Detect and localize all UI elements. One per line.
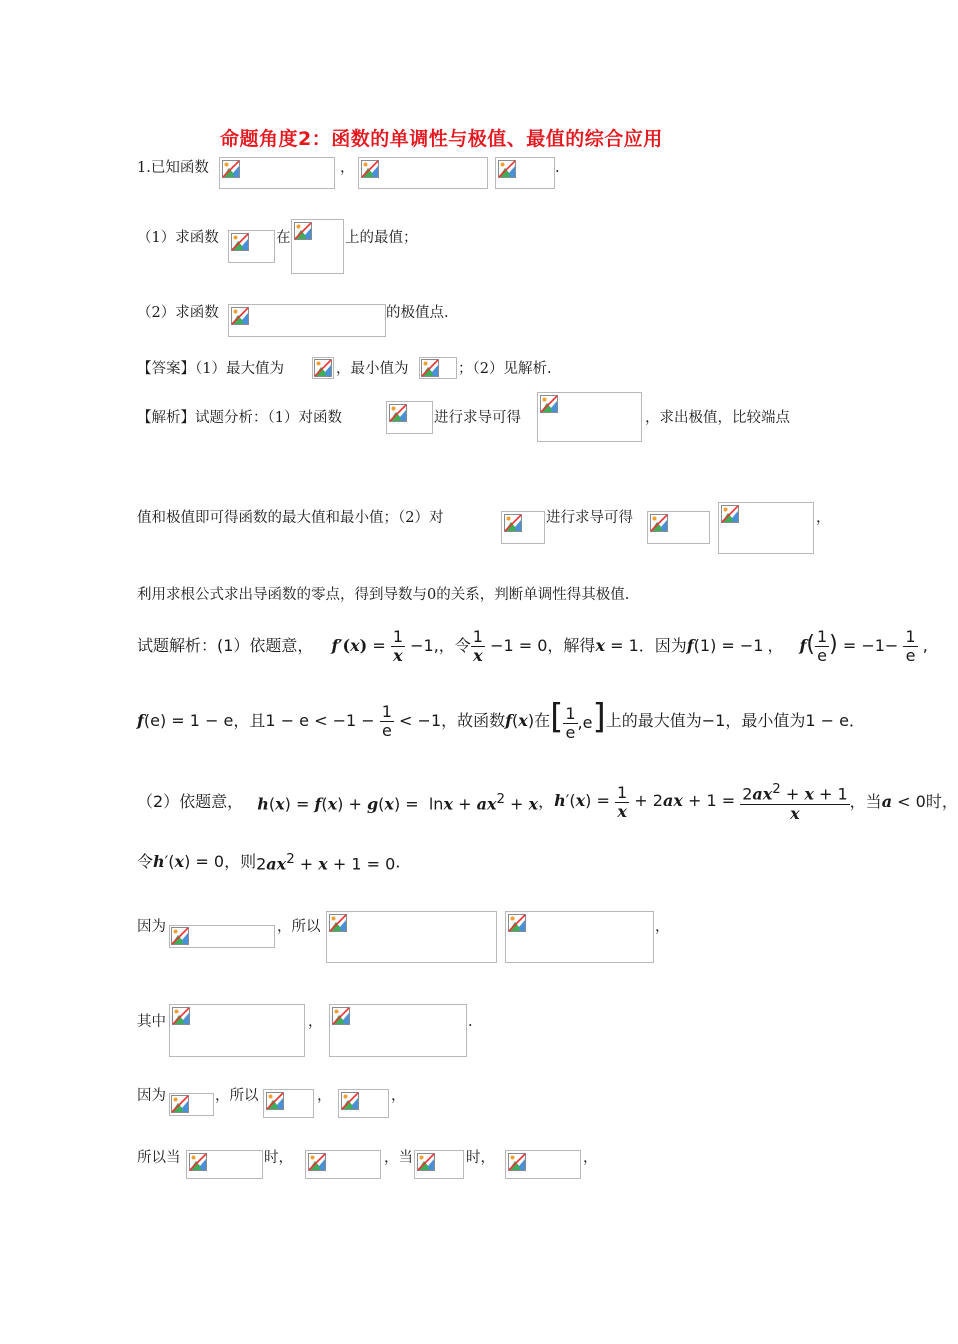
- text: ，解得: [547, 636, 596, 655]
- broken-image-icon: [231, 233, 249, 251]
- text: ，: [308, 1014, 323, 1030]
- math: −1: [701, 711, 726, 730]
- broken-image-icon: [172, 1007, 190, 1025]
- text: ，: [391, 1088, 406, 1104]
- math: f( $\frac{1}{e}$ ) = −1− $\frac{1}{e}$ ,: [799, 626, 928, 665]
- formula-image: [501, 511, 545, 544]
- formula-image: [186, 1150, 263, 1179]
- math: f′(x) = $\frac{1}{x}$ −1,: [331, 626, 439, 665]
- sub-question-2: （2）求函数: [137, 305, 219, 321]
- broken-image-icon: [650, 514, 668, 532]
- text: ，则: [224, 852, 257, 871]
- broken-image-icon: [332, 1007, 350, 1025]
- text: ，最小值为: [725, 711, 806, 730]
- math: $h(x) = f(x) + g(x) = \ln x + ax^2 + x$: [257, 791, 539, 814]
- math: f(x): [505, 711, 535, 730]
- text: ，故函数: [441, 711, 506, 730]
- broken-image-icon: [222, 160, 240, 178]
- text: ，: [317, 1088, 332, 1104]
- broken-image-icon: [417, 1153, 435, 1171]
- broken-image-icon: [504, 514, 522, 532]
- broken-image-icon: [389, 404, 407, 422]
- broken-image-icon: [294, 222, 312, 240]
- text: 上的最大值为: [605, 711, 702, 730]
- formula-image: [169, 925, 275, 948]
- formula-image: [263, 1089, 314, 1118]
- text: 上的最值；: [345, 230, 418, 246]
- broken-image-icon: [540, 395, 558, 413]
- text: ．因为: [638, 636, 687, 655]
- text: （2）依题意，: [137, 792, 244, 811]
- math: $\frac{1}{x}$ −1 = 0: [472, 626, 548, 665]
- broken-image-icon: [421, 359, 439, 377]
- text: 值和极值即可得函数的最大值和最小值；（2）对: [137, 510, 444, 526]
- formula-image: [312, 357, 334, 379]
- formula-image: [537, 392, 642, 442]
- broken-image-icon: [508, 1153, 526, 1171]
- formula-image: [291, 219, 344, 274]
- broken-image-icon: [341, 1092, 359, 1110]
- text: 试题解析：(1）依题意，: [137, 636, 314, 655]
- formula-image: [329, 1004, 467, 1057]
- solution-line-1: [137, 622, 928, 670]
- math: a < 0: [881, 792, 926, 811]
- text: ，: [816, 510, 831, 526]
- math: f(e) = 1 − e: [137, 711, 234, 730]
- math: h′(x) = 0: [153, 852, 225, 871]
- question-prefix: 1.已知函数: [137, 160, 209, 176]
- text: ，所以: [277, 919, 321, 935]
- formula-image: [358, 157, 488, 189]
- text: 在: [276, 230, 291, 246]
- text: ，最小值为: [336, 361, 409, 377]
- formula-image: [338, 1089, 389, 1118]
- text: 利用求根公式求出导函数的零点，得到导数与0的关系，判断单调性得其极值.: [137, 587, 630, 603]
- text: 时，: [925, 792, 958, 811]
- broken-image-icon: [314, 359, 332, 377]
- text: 进行求导可得: [546, 510, 633, 526]
- formula-image: [326, 911, 497, 963]
- text: ，: [583, 1150, 598, 1166]
- formula-image: [219, 157, 335, 189]
- sub-question-1: （1）求函数: [137, 230, 219, 246]
- formula-image: [718, 502, 814, 554]
- broken-image-icon: [361, 160, 379, 178]
- formula-image: [169, 1004, 305, 1057]
- solution-line-2: [137, 697, 865, 745]
- broken-image-icon: [498, 160, 516, 178]
- page-title: 命题角度2：函数的单调性与极值、最值的综合应用: [220, 128, 663, 150]
- text: ；（2）见解析.: [458, 361, 552, 377]
- math: x = 1: [595, 636, 639, 655]
- formula-image: [228, 304, 386, 337]
- text: ．: [395, 852, 412, 871]
- text: 令: [137, 852, 154, 871]
- answer-label: 【答案】（1）最大值为: [137, 361, 284, 377]
- text: ，: [767, 636, 784, 655]
- analysis-label: 【解析】试题分析：（1）对函数: [137, 410, 342, 426]
- text: 所以当: [137, 1150, 181, 1166]
- formula-image: [414, 1150, 464, 1179]
- formula-image: [495, 157, 555, 189]
- math: [ $\frac{1}{e}$ ,e]: [550, 697, 606, 742]
- solution-line-4: [137, 849, 411, 875]
- formula-image: [505, 911, 654, 963]
- text: ，令: [438, 636, 471, 655]
- text: ，求出极值，比较端点: [645, 410, 790, 426]
- text: ，当: [849, 792, 882, 811]
- text: ，且: [233, 711, 266, 730]
- text: 时，: [264, 1150, 293, 1166]
- solution-line-3: [137, 776, 958, 828]
- broken-image-icon: [171, 1095, 189, 1113]
- text: 进行求导可得: [434, 410, 521, 426]
- formula-image: [505, 1150, 581, 1179]
- text: ，当: [384, 1150, 413, 1166]
- math: h′(x) = $\frac{1}{x}$ + 2ax + 1 = $\frac{2ax^2 + x + 1}{x}$: [554, 782, 848, 823]
- math: f(1) = −1: [686, 636, 764, 655]
- math: $2ax^2 + x + 1 = 0$: [256, 851, 396, 874]
- formula-image: [647, 511, 710, 544]
- text: 因为: [137, 919, 166, 935]
- text: 时，: [466, 1150, 495, 1166]
- broken-image-icon: [508, 914, 526, 932]
- broken-image-icon: [329, 914, 347, 932]
- punct: .: [555, 160, 560, 176]
- punct: ，: [340, 160, 355, 176]
- text: 的极值点.: [386, 305, 449, 321]
- formula-image: [419, 357, 457, 379]
- formula-image: [386, 401, 433, 434]
- broken-image-icon: [721, 505, 739, 523]
- text: 在: [534, 711, 551, 730]
- formula-image: [305, 1150, 381, 1179]
- broken-image-icon: [189, 1153, 207, 1171]
- formula-image: [228, 230, 275, 263]
- broken-image-icon: [171, 927, 189, 945]
- broken-image-icon: [231, 307, 249, 325]
- broken-image-icon: [308, 1153, 326, 1171]
- text: 其中: [137, 1014, 166, 1030]
- math: 1 − e < −1 − $\frac{1}{e}$ < −1: [265, 701, 442, 740]
- formula-image: [169, 1093, 214, 1116]
- text: .: [468, 1014, 473, 1030]
- math: 1 − e: [805, 711, 849, 730]
- broken-image-icon: [266, 1092, 284, 1110]
- text: ，所以: [215, 1088, 259, 1104]
- text: ，: [538, 792, 555, 811]
- text: 因为: [137, 1088, 166, 1104]
- text: ．: [848, 711, 865, 730]
- text: ，: [655, 919, 670, 935]
